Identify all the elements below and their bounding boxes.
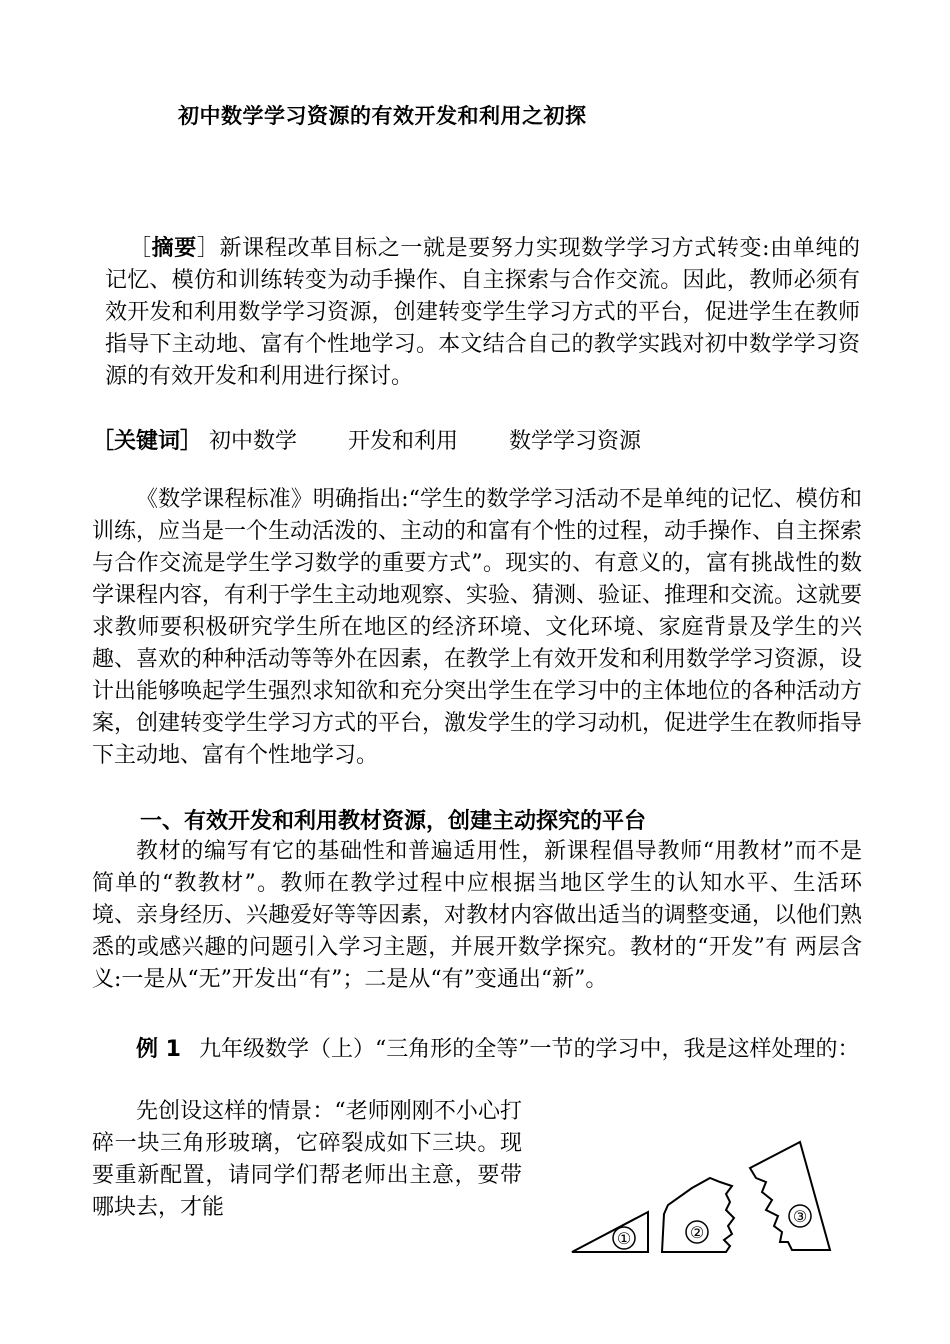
section1-paragraph: 教材的编写有它的基础性和普遍适用性，新课程倡导教师“用教材”而不是简单的“教教材”。教师在教学过程中应根据当地区学生的认知水平、生活环境、亲身经历、兴趣爱好等等因素，对教材内容做出适当的调整变通，以他们熟悉的或感兴趣的问题引入学习主题，并展开数学探究。教材的“开发”有 两层含义:一是从“无”开发出“有”；二是从“有”变通出“新”。: [92, 839, 863, 992]
intro-paragraph: 《数学课程标准》明确指出:“学生的数学学习活动不是单纯的记忆、模仿和训练，应当是一个生动活泼的、主动的和富有个性的过程，动手操作、自主探索与合作交流是学生学习数学的重要方式”。现实的、有意义的，富有挑战性的数学课程内容，有利于学生主动地观察、实验、猜测、验证、推理和交流。这就要求教师要积极研究学生所在地区的经济环境、文化环境、家庭背景及学生的兴趣、喜欢的种种活动等等外在因素，在教学上有效开发和利用数学学习资源，设计出能够唤起学生强烈求知欲和充分突出学生在学习中的主体地位的各种活动方案，创建转变学生学习方式的平台，激发学生的学习动机，促进学生在教师指导下主动地、富有个性地学习。: [92, 487, 863, 768]
broken-triangle-figure: [560, 1130, 860, 1265]
piece-label-2: ②: [689, 1223, 705, 1242]
piece-label-1: ①: [616, 1229, 632, 1248]
abstract-bracket-close: ］: [196, 236, 220, 261]
abstract-paragraph: [105, 232, 860, 393]
glass-piece-2: [662, 1178, 734, 1252]
abstract-text: 新课程改革目标之一就是要努力实现数学学习方式转变:由单纯的记忆、模仿和训练转变为动手操作、自主探索与合作交流。因此，教师必须有效开发和利用数学学习资源，创建转变学生学习方式的平台，促进学生在教师指导下主动地、富有个性地学习。本文结合自己的教学实践对初中数学学习资源的有效开发和利用进行探讨。: [105, 236, 860, 389]
abstract-bracket-open: ［: [129, 236, 152, 261]
section-heading: 一、有效开发和利用教材资源，创建主动探究的平台: [140, 809, 647, 834]
abstract-label: 摘要: [151, 235, 197, 261]
glass-piece-1: [572, 1212, 648, 1252]
scene-paragraph: 先创设这样的情景：“老师刚刚不小心打碎一块三角形玻璃，它碎裂成如下三块。现要重新配置，请同学们帮老师出主意，要带哪块去，才能: [92, 1099, 522, 1220]
keyword-item: 开发和利用: [348, 429, 459, 454]
keyword-item: 初中数学: [209, 429, 298, 454]
section1-body: [92, 836, 862, 996]
example-text: 九年级数学（上）“三角形的全等”一节的学习中，我是这样处理的：: [198, 1037, 860, 1062]
example-section: [92, 1034, 862, 1066]
intro-section: [92, 484, 862, 772]
scene-section: [92, 1096, 522, 1224]
keyword-item: 数学学习资源: [509, 429, 642, 454]
glass-piece-3: [750, 1142, 830, 1250]
keywords-line: [92, 424, 685, 455]
keywords-label: ［关键词］: [92, 429, 203, 454]
example-label: 例 1: [136, 1037, 181, 1062]
document-title: 初中数学学习资源的有效开发和利用之初探: [178, 104, 587, 128]
abstract-section: [105, 232, 860, 393]
example-paragraph: [92, 1034, 862, 1066]
piece-label-3: ③: [792, 1207, 808, 1226]
